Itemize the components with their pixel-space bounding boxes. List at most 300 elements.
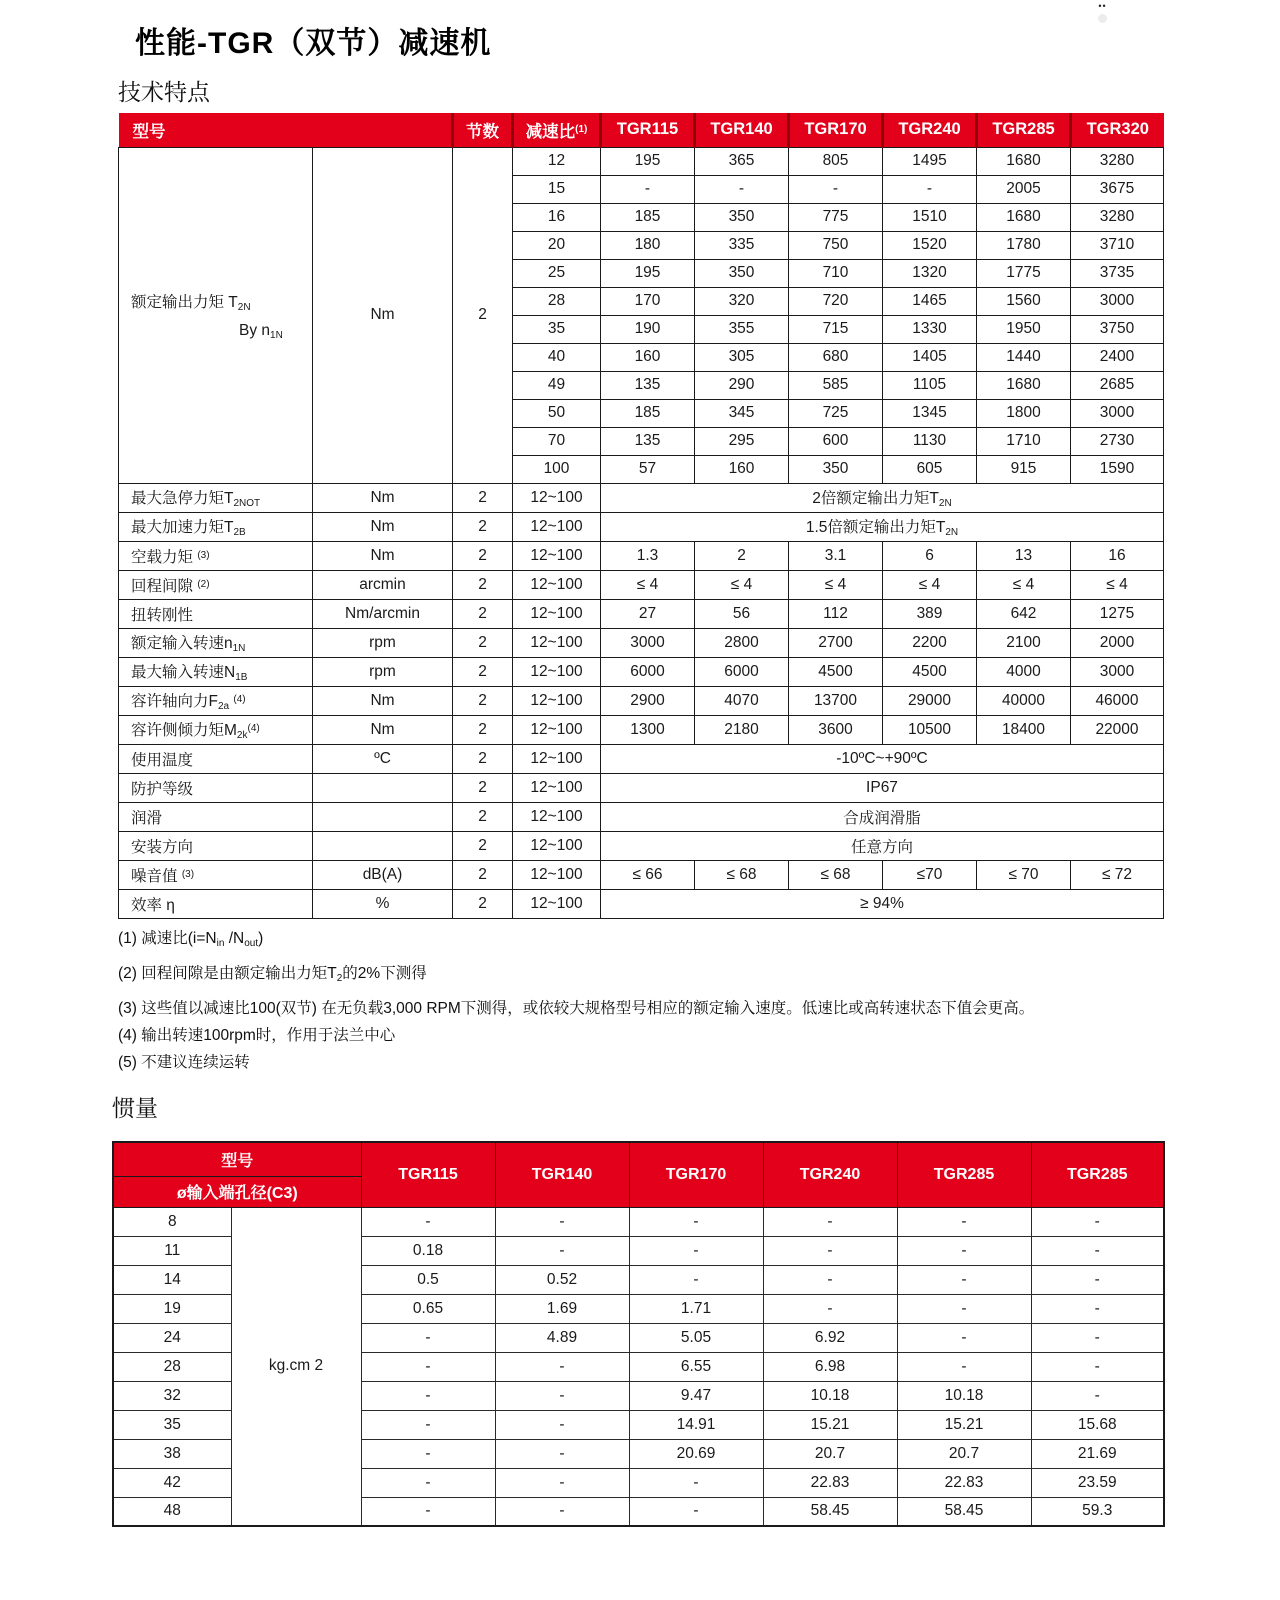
value-cell: 185 (601, 203, 695, 231)
ratio-cell: 12~100 (513, 483, 601, 512)
value-cell: 1800 (977, 399, 1071, 427)
ratio-cell: 12~100 (513, 831, 601, 860)
stages-cell: 2 (453, 744, 513, 773)
ratio-cell: 25 (513, 259, 601, 287)
inertia-value-cell: - (495, 1497, 629, 1526)
tech-col-header-tgr170: TGR170 (789, 113, 883, 147)
value-cell: 3750 (1071, 315, 1164, 343)
value-cell: 1520 (883, 231, 977, 259)
stages-cell: 2 (453, 715, 513, 744)
value-cell: 46000 (1071, 686, 1164, 715)
inertia-value-cell: 1.69 (495, 1294, 629, 1323)
value-cell: 3675 (1071, 175, 1164, 203)
stages-cell: 2 (453, 541, 513, 570)
stages-cell: 2 (453, 599, 513, 628)
value-cell: 915 (977, 455, 1071, 483)
stages-cell: 2 (453, 860, 513, 889)
unit-cell: rpm (313, 628, 453, 657)
inertia-value-cell: 5.05 (629, 1323, 763, 1352)
unit-cell: rpm (313, 657, 453, 686)
value-cell: 112 (789, 599, 883, 628)
value-cell: ≤ 68 (789, 860, 883, 889)
value-cell: 3735 (1071, 259, 1164, 287)
unit-cell: arcmin (313, 570, 453, 599)
value-cell: 710 (789, 259, 883, 287)
tech-col-header-model: 型号 (119, 113, 453, 147)
footnote-5: (5) 不建议连续运转 (118, 1054, 250, 1071)
inertia-value-cell: 20.7 (897, 1439, 1031, 1468)
inertia-value-cell: - (897, 1352, 1031, 1381)
value-cell: 1780 (977, 231, 1071, 259)
inertia-value-cell: - (1031, 1294, 1164, 1323)
inertia-value-cell: - (361, 1439, 495, 1468)
unit-cell: Nm (313, 715, 453, 744)
value-cell: - (695, 175, 789, 203)
stages-cell: 2 (453, 628, 513, 657)
ratio-cell: 12~100 (513, 570, 601, 599)
param-label: 回程间隙 $^{(2)}$ (119, 570, 313, 599)
inertia-col-header-model: 型号 (113, 1142, 361, 1176)
inertia-value-cell: - (629, 1207, 763, 1236)
value-cell: 1950 (977, 315, 1071, 343)
value-cell: 1495 (883, 147, 977, 175)
span-value-cell: 2倍额定输出力矩$T_{2N}$ (601, 483, 1164, 512)
inertia-value-cell: 6.55 (629, 1352, 763, 1381)
inertia-value-cell: 1.71 (629, 1294, 763, 1323)
value-cell: 1680 (977, 147, 1071, 175)
ratio-cell: 49 (513, 371, 601, 399)
inertia-value-cell: 20.7 (763, 1439, 897, 1468)
bore-cell: 48 (113, 1497, 231, 1526)
page-title: 性能-TGR（双节）减速机 (135, 27, 492, 60)
value-cell: 750 (789, 231, 883, 259)
inertia-value-cell: 20.69 (629, 1439, 763, 1468)
corner-smudge-icon (1098, 14, 1107, 23)
value-cell: 1775 (977, 259, 1071, 287)
value-cell: 2400 (1071, 343, 1164, 371)
value-cell: 345 (695, 399, 789, 427)
inertia-value-cell: - (361, 1410, 495, 1439)
bore-cell: 35 (113, 1410, 231, 1439)
param-label: 最大急停力矩$T_{2NOT}$ (119, 483, 313, 512)
ratio-cell: 12 (513, 147, 601, 175)
unit-cell: dB(A) (313, 860, 453, 889)
tech-col-header-ratio: 减速比$^{(1)}$ (513, 113, 601, 147)
corner-mark (1098, 2, 1107, 23)
value-cell: ≤ 4 (883, 570, 977, 599)
value-cell: 190 (601, 315, 695, 343)
value-cell: 1710 (977, 427, 1071, 455)
bore-cell: 8 (113, 1207, 231, 1236)
inertia-value-cell: - (361, 1381, 495, 1410)
inertia-value-cell: 0.52 (495, 1265, 629, 1294)
value-cell: 295 (695, 427, 789, 455)
value-cell: ≤ 66 (601, 860, 695, 889)
value-cell: 1465 (883, 287, 977, 315)
unit-cell: % (313, 889, 453, 918)
ratio-cell: 70 (513, 427, 601, 455)
value-cell: 180 (601, 231, 695, 259)
inertia-value-cell: - (1031, 1207, 1164, 1236)
inertia-value-cell: - (361, 1352, 495, 1381)
param-label: 空载力矩 $^{(3)}$ (119, 541, 313, 570)
tech-col-header-tgr285: TGR285 (977, 113, 1071, 147)
value-cell: ≤ 4 (789, 570, 883, 599)
unit-cell: ºC (313, 744, 453, 773)
value-cell: 335 (695, 231, 789, 259)
value-cell: 2685 (1071, 371, 1164, 399)
bore-cell: 19 (113, 1294, 231, 1323)
value-cell: 1275 (1071, 599, 1164, 628)
tech-col-header-tgr115: TGR115 (601, 113, 695, 147)
inertia-value-cell: 14.91 (629, 1410, 763, 1439)
ratio-cell: 12~100 (513, 715, 601, 744)
ratio-cell: 12~100 (513, 512, 601, 541)
ratio-cell: 12~100 (513, 686, 601, 715)
footnote-3: (3) 这些值以减速比100(双节) 在无负载3,000 RPM下测得，或依较大规格型号相应的额定输入速度。低速比或高转速状态下值会更高。 (118, 1000, 1035, 1017)
ratio-cell: 16 (513, 203, 601, 231)
param-label: 使用温度 (119, 744, 313, 773)
span-value-cell: 任意方向 (601, 831, 1164, 860)
ratio-cell: 12~100 (513, 860, 601, 889)
value-cell: 3000 (601, 628, 695, 657)
inertia-value-cell: 0.5 (361, 1265, 495, 1294)
footnote-2: (2) 回程间隙是由额定输出力矩$T_2$的2%下测得 (118, 965, 427, 984)
inertia-value-cell: - (629, 1468, 763, 1497)
ratio-cell: 12~100 (513, 889, 601, 918)
value-cell: 1405 (883, 343, 977, 371)
value-cell: ≤ 4 (695, 570, 789, 599)
value-cell: 1680 (977, 203, 1071, 231)
value-cell: 4500 (883, 657, 977, 686)
ratio-cell: 35 (513, 315, 601, 343)
value-cell: 2180 (695, 715, 789, 744)
value-cell: 13 (977, 541, 1071, 570)
value-cell: 18400 (977, 715, 1071, 744)
value-cell: 160 (695, 455, 789, 483)
inertia-value-cell: 22.83 (763, 1468, 897, 1497)
inertia-value-cell: 10.18 (763, 1381, 897, 1410)
value-cell: 600 (789, 427, 883, 455)
inertia-value-cell: - (1031, 1236, 1164, 1265)
inertia-value-cell: - (495, 1381, 629, 1410)
value-cell: ≤70 (883, 860, 977, 889)
unit-cell: Nm (313, 512, 453, 541)
value-cell: 1440 (977, 343, 1071, 371)
inertia-value-cell: - (897, 1294, 1031, 1323)
inertia-value-cell: - (897, 1236, 1031, 1265)
value-cell: 195 (601, 147, 695, 175)
inertia-col-header-tgr115: TGR115 (361, 1142, 495, 1207)
value-cell: 290 (695, 371, 789, 399)
inertia-value-cell: 6.92 (763, 1323, 897, 1352)
inertia-value-cell: 6.98 (763, 1352, 897, 1381)
param-label: 最大加速力矩$T_{2B}$ (119, 512, 313, 541)
span-value-cell: IP67 (601, 773, 1164, 802)
value-cell: 3710 (1071, 231, 1164, 259)
inertia-value-cell: - (1031, 1352, 1164, 1381)
inertia-col-header-tgr285: TGR285 (897, 1142, 1031, 1207)
inertia-value-cell: - (763, 1294, 897, 1323)
value-cell: 135 (601, 427, 695, 455)
inertia-value-cell: - (361, 1207, 495, 1236)
inertia-value-cell: 0.18 (361, 1236, 495, 1265)
inertia-value-cell: - (763, 1236, 897, 1265)
corner-dots-icon: •• (1098, 1, 1107, 11)
value-cell: 1680 (977, 371, 1071, 399)
value-cell: - (789, 175, 883, 203)
unit-cell: Nm (313, 686, 453, 715)
value-cell: 6 (883, 541, 977, 570)
stages-cell: 2 (453, 802, 513, 831)
inertia-unit-cell: kg.cm 2 (231, 1207, 361, 1526)
value-cell: 642 (977, 599, 1071, 628)
unit-cell: Nm (313, 483, 453, 512)
ratio-cell: 12~100 (513, 599, 601, 628)
inertia-value-cell: 21.69 (1031, 1439, 1164, 1468)
inertia-value-cell: 58.45 (763, 1497, 897, 1526)
value-cell: 57 (601, 455, 695, 483)
value-cell: ≤ 4 (1071, 570, 1164, 599)
value-cell: 1510 (883, 203, 977, 231)
stages-cell: 2 (453, 512, 513, 541)
ratio-cell: 28 (513, 287, 601, 315)
inertia-value-cell: - (763, 1265, 897, 1294)
bore-cell: 42 (113, 1468, 231, 1497)
value-cell: ≤ 4 (977, 570, 1071, 599)
tech-col-header-tgr240: TGR240 (883, 113, 977, 147)
inertia-value-cell: 58.45 (897, 1497, 1031, 1526)
value-cell: 1300 (601, 715, 695, 744)
value-cell: 2100 (977, 628, 1071, 657)
inertia-value-cell: - (361, 1468, 495, 1497)
inertia-value-cell: - (495, 1468, 629, 1497)
ratio-cell: 12~100 (513, 541, 601, 570)
value-cell: 29000 (883, 686, 977, 715)
value-cell: ≤ 72 (1071, 860, 1164, 889)
value-cell: - (601, 175, 695, 203)
inertia-value-cell: 9.47 (629, 1381, 763, 1410)
inertia-value-cell: 59.3 (1031, 1497, 1164, 1526)
param-label: 扭转刚性 (119, 599, 313, 628)
inertia-value-cell: - (495, 1207, 629, 1236)
value-cell: 3280 (1071, 147, 1164, 175)
stages-cell: 2 (453, 570, 513, 599)
value-cell: 1320 (883, 259, 977, 287)
bore-cell: 28 (113, 1352, 231, 1381)
unit-cell: Nm/arcmin (313, 599, 453, 628)
ratio-cell: 12~100 (513, 773, 601, 802)
bore-cell: 24 (113, 1323, 231, 1352)
value-cell: 4500 (789, 657, 883, 686)
value-cell: ≤ 68 (695, 860, 789, 889)
value-cell: ≤ 70 (977, 860, 1071, 889)
param-label-rated-output-torque: 额定输出力矩 $T_{2N}$ By $n_{1N}$ (119, 147, 313, 483)
inertia-col-header-tgr140: TGR140 (495, 1142, 629, 1207)
inertia-value-cell: - (495, 1439, 629, 1468)
inertia-value-cell: - (495, 1410, 629, 1439)
value-cell: 1105 (883, 371, 977, 399)
inertia-value-cell: - (361, 1323, 495, 1352)
value-cell: 2800 (695, 628, 789, 657)
inertia-value-cell: - (495, 1236, 629, 1265)
value-cell: 725 (789, 399, 883, 427)
value-cell: 170 (601, 287, 695, 315)
param-label: 最大输入转速$N_{1B}$ (119, 657, 313, 686)
inertia-col-header-tgr170: TGR170 (629, 1142, 763, 1207)
value-cell: ≤ 4 (601, 570, 695, 599)
inertia-col-header-bore: ø输入端孔径(C3) (113, 1176, 361, 1207)
ratio-cell: 15 (513, 175, 601, 203)
value-cell: 2005 (977, 175, 1071, 203)
value-cell: 805 (789, 147, 883, 175)
tech-col-header-stages: 节数 (453, 113, 513, 147)
value-cell: 305 (695, 343, 789, 371)
value-cell: 680 (789, 343, 883, 371)
value-cell: 3280 (1071, 203, 1164, 231)
value-cell: 720 (789, 287, 883, 315)
bore-cell: 14 (113, 1265, 231, 1294)
inertia-value-cell: - (629, 1497, 763, 1526)
inertia-value-cell: - (897, 1207, 1031, 1236)
param-label: 防护等级 (119, 773, 313, 802)
ratio-cell: 12~100 (513, 802, 601, 831)
param-label: 润滑 (119, 802, 313, 831)
inertia-value-cell: 15.68 (1031, 1410, 1164, 1439)
value-cell: 365 (695, 147, 789, 175)
footnote-4: (4) 输出转速100rpm时，作用于法兰中心 (118, 1027, 396, 1044)
value-cell: 775 (789, 203, 883, 231)
value-cell: 195 (601, 259, 695, 287)
value-cell: 3600 (789, 715, 883, 744)
stages-cell: 2 (453, 686, 513, 715)
param-label: 效率 η (119, 889, 313, 918)
stages-cell: 2 (453, 657, 513, 686)
value-cell: 350 (695, 259, 789, 287)
inertia-value-cell: - (361, 1497, 495, 1526)
inertia-value-cell: - (1031, 1265, 1164, 1294)
inertia-value-cell: 4.89 (495, 1323, 629, 1352)
value-cell: 605 (883, 455, 977, 483)
ratio-cell: 20 (513, 231, 601, 259)
value-cell: 3000 (1071, 399, 1164, 427)
value-cell: 1345 (883, 399, 977, 427)
inertia-table (112, 1141, 1165, 1527)
inertia-value-cell: - (763, 1207, 897, 1236)
value-cell: 135 (601, 371, 695, 399)
value-cell: 185 (601, 399, 695, 427)
value-cell: 22000 (1071, 715, 1164, 744)
value-cell: 40000 (977, 686, 1071, 715)
value-cell: 3000 (1071, 287, 1164, 315)
inertia-col-header-tgr285: TGR285 (1031, 1142, 1164, 1207)
inertia-value-cell: 10.18 (897, 1381, 1031, 1410)
inertia-value-cell: - (897, 1265, 1031, 1294)
value-cell: 389 (883, 599, 977, 628)
value-cell: 1560 (977, 287, 1071, 315)
inertia-value-cell: - (897, 1323, 1031, 1352)
value-cell: 320 (695, 287, 789, 315)
section-title-tech: 技术特点 (118, 79, 210, 105)
span-value-cell: ≥ 94% (601, 889, 1164, 918)
unit-cell (313, 831, 453, 860)
unit-cell: Nm (313, 147, 453, 483)
ratio-cell: 12~100 (513, 744, 601, 773)
value-cell: 4000 (977, 657, 1071, 686)
inertia-value-cell: 15.21 (897, 1410, 1031, 1439)
stages-cell: 2 (453, 773, 513, 802)
param-label: 额定输入转速$n_{1N}$ (119, 628, 313, 657)
inertia-value-cell: 0.65 (361, 1294, 495, 1323)
value-cell: 27 (601, 599, 695, 628)
ratio-cell: 40 (513, 343, 601, 371)
section-title-inertia: 惯量 (112, 1095, 158, 1121)
unit-cell (313, 773, 453, 802)
value-cell: 2 (695, 541, 789, 570)
value-cell: - (883, 175, 977, 203)
value-cell: 3000 (1071, 657, 1164, 686)
value-cell: 2900 (601, 686, 695, 715)
ratio-cell: 12~100 (513, 657, 601, 686)
value-cell: 13700 (789, 686, 883, 715)
inertia-value-cell: - (1031, 1323, 1164, 1352)
value-cell: 2700 (789, 628, 883, 657)
stages-cell: 2 (453, 831, 513, 860)
value-cell: 715 (789, 315, 883, 343)
value-cell: 1330 (883, 315, 977, 343)
value-cell: 2000 (1071, 628, 1164, 657)
stages-cell: 2 (453, 889, 513, 918)
value-cell: 10500 (883, 715, 977, 744)
value-cell: 355 (695, 315, 789, 343)
value-cell: 3.1 (789, 541, 883, 570)
param-label: 噪音值 $^{(3)}$ (119, 860, 313, 889)
inertia-value-cell: 22.83 (897, 1468, 1031, 1497)
param-label: 容许侧倾力矩$M_{2k}^{(4)}$ (119, 715, 313, 744)
inertia-value-cell: - (629, 1236, 763, 1265)
value-cell: 160 (601, 343, 695, 371)
unit-cell (313, 802, 453, 831)
value-cell: 56 (695, 599, 789, 628)
value-cell: 6000 (601, 657, 695, 686)
value-cell: 2730 (1071, 427, 1164, 455)
tech-col-header-tgr140: TGR140 (695, 113, 789, 147)
value-cell: 350 (695, 203, 789, 231)
param-label: 容许轴向力$F_{2a}$ $^{(4)}$ (119, 686, 313, 715)
value-cell: 16 (1071, 541, 1164, 570)
bore-cell: 38 (113, 1439, 231, 1468)
tech-col-header-tgr320: TGR320 (1071, 113, 1164, 147)
value-cell: 6000 (695, 657, 789, 686)
footnote-1: (1) 减速比($i=N_{in}$ $/N_{out}$) (118, 930, 264, 949)
inertia-value-cell: - (1031, 1381, 1164, 1410)
value-cell: 1130 (883, 427, 977, 455)
value-cell: 1590 (1071, 455, 1164, 483)
span-value-cell: 1.5倍额定输出力矩$T_{2N}$ (601, 512, 1164, 541)
value-cell: 585 (789, 371, 883, 399)
inertia-value-cell: - (495, 1352, 629, 1381)
inertia-col-header-tgr240: TGR240 (763, 1142, 897, 1207)
span-value-cell: -10ºC~+90ºC (601, 744, 1164, 773)
inertia-value-cell: - (629, 1265, 763, 1294)
bore-cell: 32 (113, 1381, 231, 1410)
value-cell: 1.3 (601, 541, 695, 570)
value-cell: 2200 (883, 628, 977, 657)
ratio-cell: 50 (513, 399, 601, 427)
unit-cell: Nm (313, 541, 453, 570)
value-cell: 350 (789, 455, 883, 483)
stages-cell: 2 (453, 483, 513, 512)
